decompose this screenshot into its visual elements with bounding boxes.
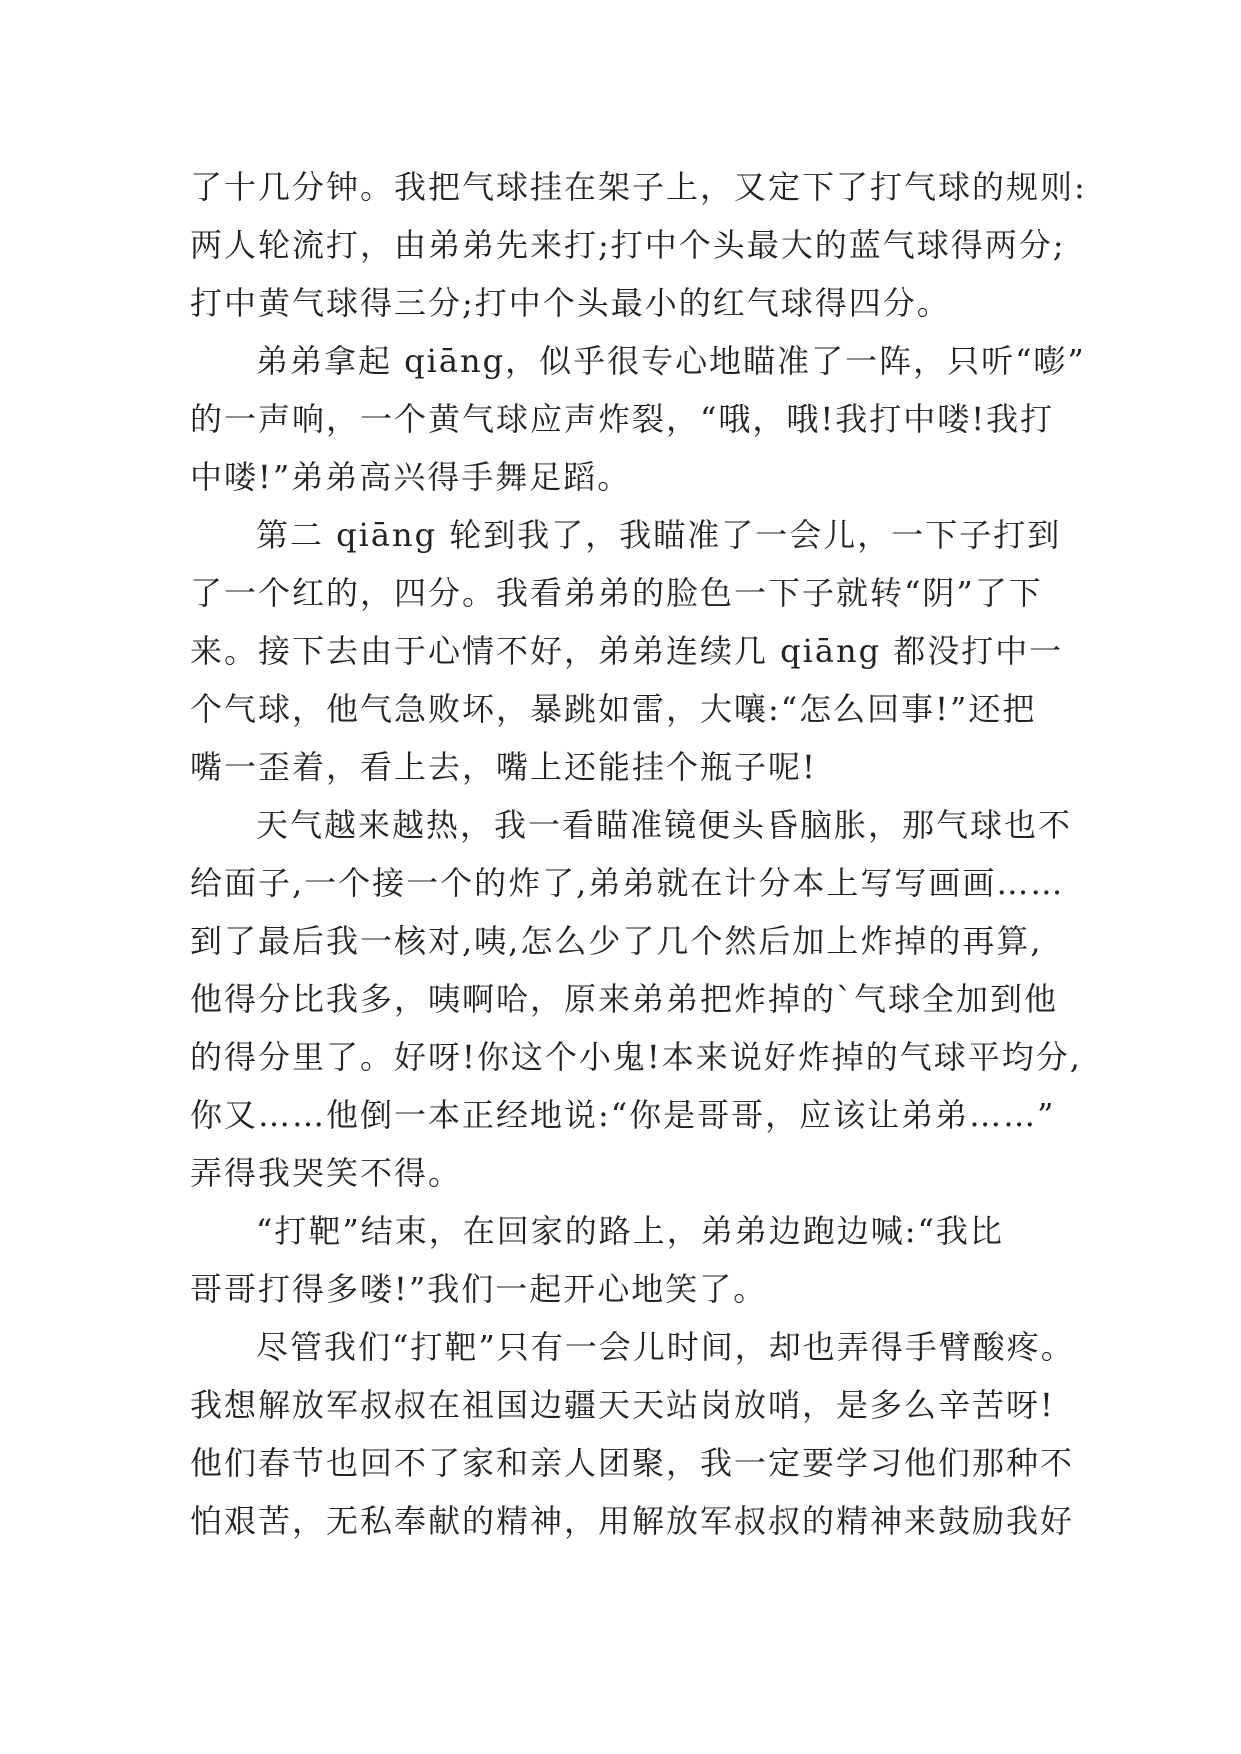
essay-body — [190, 158, 1087, 1550]
paragraph-first-line: “打靶”结束，在回家的路上，弟弟边跑边喊:“我比 — [256, 1212, 1004, 1250]
text-line: 打中黄气球得三分;打中个头最小的红气球得四分。 — [190, 284, 951, 322]
text-line: 了一个红的，四分。我看弟弟的脸色一下子就转“阴”了下 — [190, 574, 1043, 612]
text-line: 怕艰苦，无私奉献的精神，用解放军叔叔的精神来鼓励我好 — [190, 1502, 1075, 1540]
text-line: 两人轮流打，由弟弟先来打;打中个头最大的蓝气球得两分; — [190, 226, 1066, 264]
text-line: 的得分里了。好呀!你这个小鬼!本来说好炸掉的气球平均分, — [190, 1038, 1082, 1076]
text-line: 来。接下去由于心情不好，弟弟连续几 qiāng 都没打中一 — [190, 632, 1064, 670]
text-line: 他们春节也回不了家和亲人团聚，我一定要学习他们那种不 — [190, 1444, 1075, 1482]
text-line: 弄得我哭笑不得。 — [190, 1154, 463, 1192]
text-line: 的一声响，一个黄气球应声炸裂，“哦，哦!我打中喽!我打 — [190, 400, 1055, 438]
text-line: 你又……他倒一本正经地说:“你是哥哥，应该让弟弟……” — [190, 1096, 1056, 1134]
text-line: 到了最后我一核对,咦,怎么少了几个然后加上炸掉的再算, — [190, 922, 1043, 960]
text-line: 了十几分钟。我把气球挂在架子上，又定下了打气球的规则: — [190, 168, 1087, 206]
text-line: 个气球，他气急败坏，暴跳如雷，大嚷:“怎么回事!”还把 — [190, 690, 1037, 728]
paragraph-first-line: 天气越来越热，我一看瞄准镜便头昏脑胀，那气球也不 — [256, 806, 1073, 844]
paragraph-first-line: 第二 qiāng 轮到我了，我瞄准了一会儿，一下子打到 — [256, 516, 1062, 554]
text-line: 嘴一歪着，看上去，嘴上还能挂个瓶子呢! — [190, 748, 817, 786]
text-line: 中喽!”弟弟高兴得手舞足蹈。 — [190, 458, 632, 496]
text-line: 他得分比我多，咦啊哈，原来弟弟把炸掉的`气球全加到他 — [190, 980, 1059, 1018]
text-line: 给面子,一个接一个的炸了,弟弟就在计分本上写写画画…… — [190, 864, 1065, 902]
text-line: 我想解放军叔叔在祖国边疆天天站岗放哨，是多么辛苦呀! — [190, 1386, 1055, 1424]
paragraph-first-line: 尽管我们“打靶”只有一会儿时间，却也弄得手臂酸疼。 — [256, 1328, 1075, 1366]
text-line: 哥哥打得多喽!”我们一起开心地笑了。 — [190, 1270, 768, 1308]
paragraph-first-line: 弟弟拿起 qiāng，似乎很专心地瞄准了一阵，只听“嘭” — [256, 342, 1086, 380]
